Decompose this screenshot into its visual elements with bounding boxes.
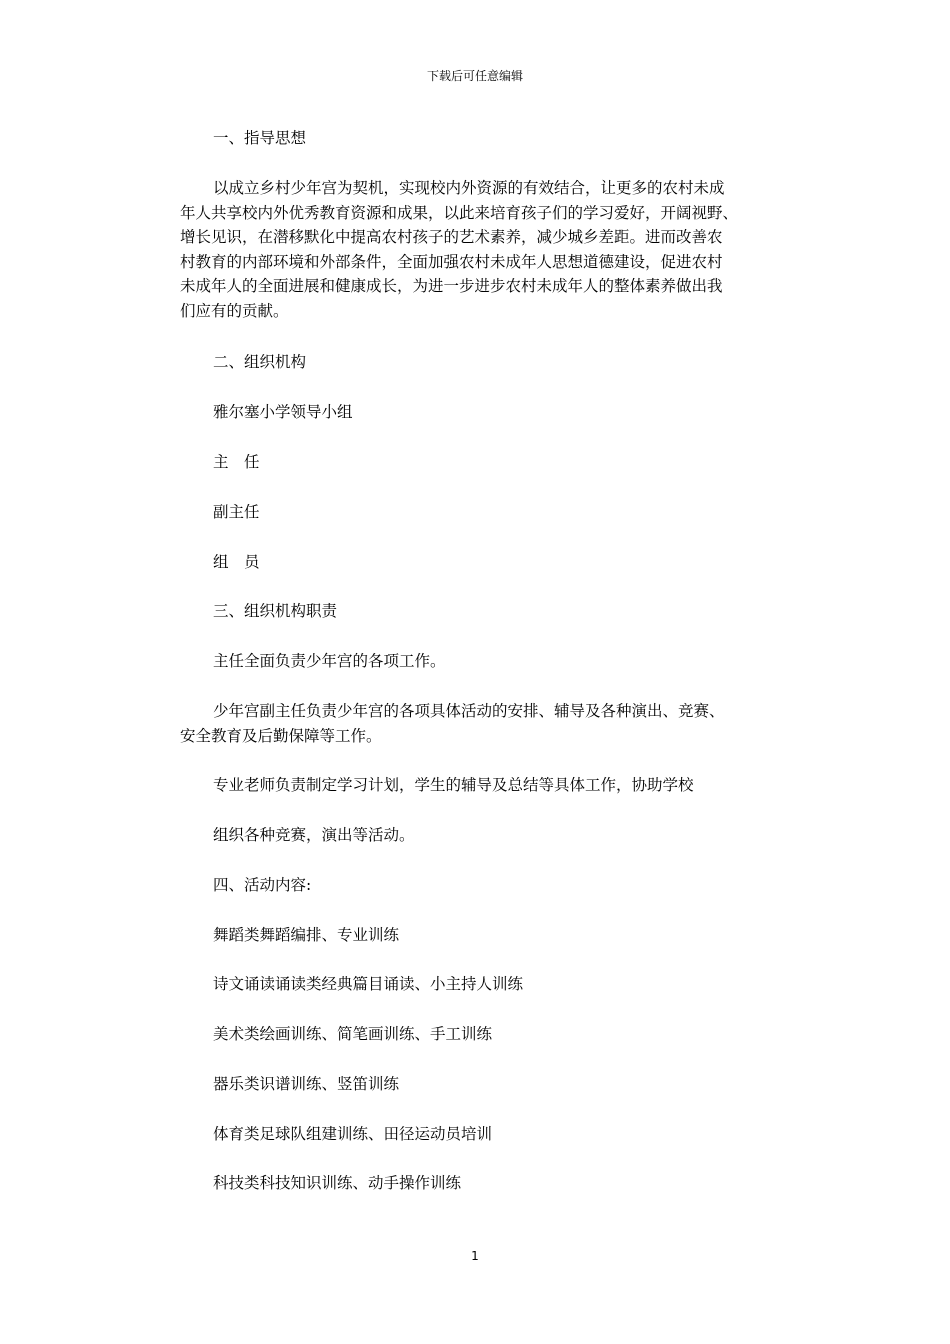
section-1-title: 一、指导思想 [213, 129, 307, 147]
paragraph-line: 未成年人的全面进展和健康成长，为进一步进步农村未成年人的整体素养做出我 [180, 277, 723, 295]
page-number: 1 [471, 1249, 479, 1263]
page-header: 下载后可任意编辑 [426, 69, 523, 83]
section-2-title: 二、组织机构 [213, 353, 307, 371]
paragraph-line: 少年宫副主任负责少年宫的各项具体活动的安排、辅导及各种演出、竞赛、 [213, 702, 725, 720]
section-4-title: 四、活动内容: [213, 876, 312, 894]
member-label: 组 员 [213, 553, 260, 571]
duty-director: 主任全面负责少年宫的各项工作。 [213, 652, 446, 670]
duty-teacher-cont: 组织各种竞赛，演出等活动。 [213, 826, 415, 844]
paragraph-line: 年人共享校内外优秀教育资源和成果，以此来培育孩子们的学习爱好，开阔视野、 [180, 203, 739, 222]
activity-item: 舞蹈类舞蹈编排、专业训练 [213, 926, 400, 944]
section-3-title: 三、组织机构职责 [213, 602, 338, 620]
duty-teacher: 专业老师负责制定学习计划，学生的辅导及总结等具体工作，协助学校 [213, 776, 694, 794]
duty-vice-director [180, 699, 788, 748]
vice-director-label: 副主任 [213, 503, 260, 521]
activity-item: 器乐类识谱训练、竖笛训练 [213, 1075, 400, 1093]
activity-item: 体育类足球队组建训练、田径运动员培训 [213, 1125, 493, 1143]
leadership-group: 雅尔塞小学领导小组 [213, 403, 353, 421]
activity-item: 美术类绘画训练、简笔画训练、手工训练 [213, 1025, 493, 1043]
section-1-paragraph [180, 176, 788, 323]
director-label: 主 任 [213, 453, 260, 471]
paragraph-line: 以成立乡村少年宫为契机，实现校内外资源的有效结合，让更多的农村未成 [213, 179, 725, 197]
paragraph-line: 安全教育及后勤保障等工作。 [180, 726, 382, 745]
paragraph-line: 增长见识，在潜移默化中提高农村孩子的艺术素养，减少城乡差距。进而改善农 [180, 228, 723, 246]
activity-item: 科技类科技知识训练、动手操作训练 [213, 1174, 462, 1192]
paragraph-line: 们应有的贡献。 [180, 301, 289, 320]
paragraph-line: 村教育的内部环境和外部条件，全面加强农村未成年人思想道德建设，促进农村 [180, 252, 723, 271]
activity-item: 诗文诵读诵读类经典篇目诵读、小主持人训练 [213, 975, 524, 993]
